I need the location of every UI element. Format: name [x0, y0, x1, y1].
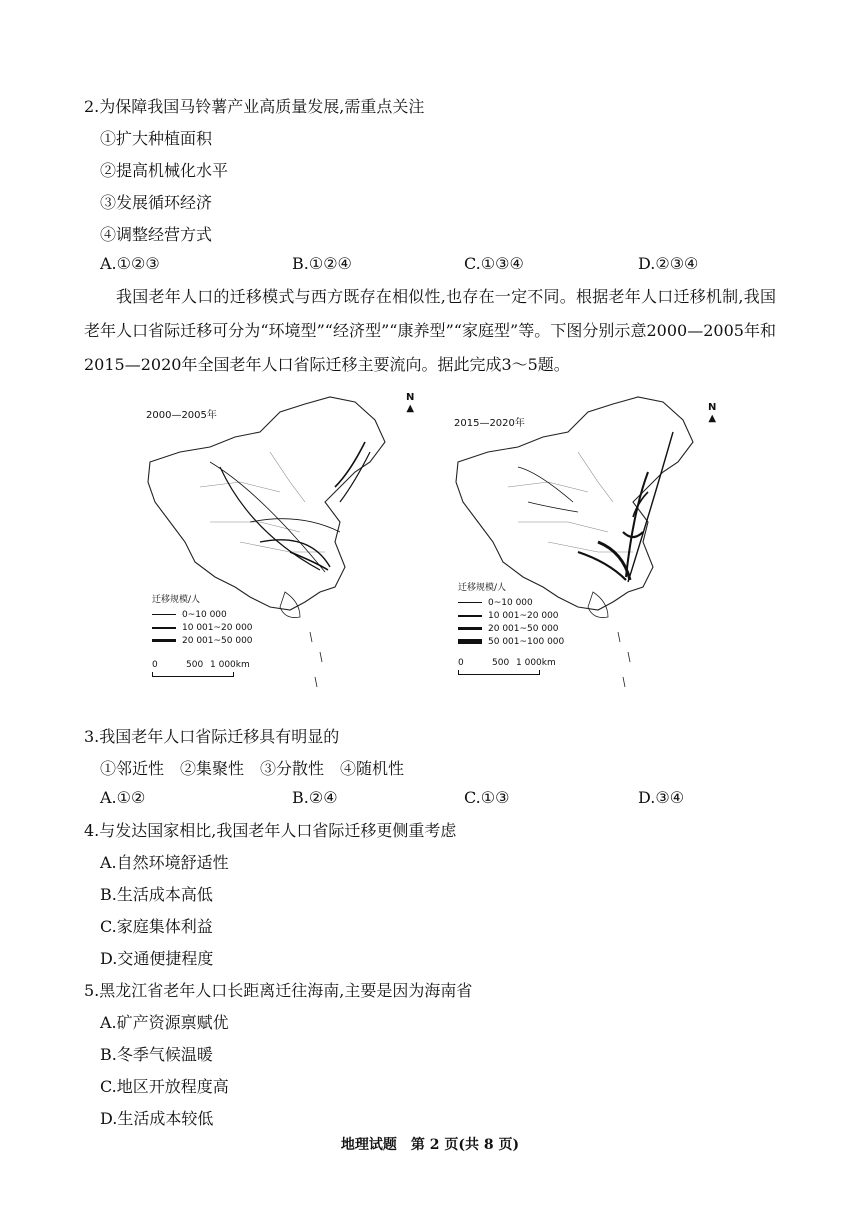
q3-option-d[interactable]: D.③④: [638, 788, 685, 807]
map-right-period: 2015—2020年: [454, 418, 525, 429]
q4-option-c[interactable]: C.家庭集体利益: [100, 917, 213, 936]
q3-option-c[interactable]: C.①③: [464, 788, 510, 807]
legend-item: 50 001~100 000: [488, 636, 565, 647]
q4-option-d[interactable]: D.交通便捷程度: [100, 949, 214, 968]
map-left-period: 2000—2005年: [146, 410, 217, 421]
legend-title: 迁移规模/人: [152, 595, 201, 605]
intro-paragraph: 我国老年人口的迁移模式与西方既存在相似性,也存在一定不同。根据老年人口迁移机制,我国老年人口省际迁移可分为“环境型”“经济型”“康养型”“家庭型”等。下图分别示意2000—2005年和2015—2020年全国老年人口省际迁移主要流向。据此完成3～5题。: [84, 287, 776, 374]
map-right-scale-bar: 0 500 1 000km: [458, 658, 568, 675]
map-2000-2005: [140, 392, 415, 692]
q5-stem: 5.黑龙江省老年人口长距离迁往海南,主要是因为海南省: [84, 981, 473, 1000]
map-2015-2020: [448, 392, 717, 692]
china-map-outline-left: [140, 392, 400, 692]
q3-stem: 3.我国老年人口省际迁移具有明显的: [84, 727, 340, 746]
q3-option-b[interactable]: B.②④: [292, 788, 338, 807]
q2-stem: 2.为保障我国马铃薯产业高质量发展,需重点关注: [84, 97, 425, 116]
q5-option-b[interactable]: B.冬季气候温暖: [100, 1045, 213, 1064]
legend-item: 20 001~50 000: [182, 635, 253, 646]
q2-option-b[interactable]: B.①②④: [292, 254, 352, 273]
q5-option-c[interactable]: C.地区开放程度高: [100, 1077, 229, 1096]
q2-item-4: ④调整经营方式: [100, 225, 213, 244]
q3-option-a[interactable]: A.①②: [100, 788, 146, 807]
north-arrow-icon: N ▲: [406, 392, 415, 414]
q2-option-d[interactable]: D.②③④: [638, 254, 699, 273]
q4-option-b[interactable]: B.生活成本高低: [100, 885, 213, 904]
map-left-legend: [152, 592, 253, 647]
q3-items: ①邻近性 ②集聚性 ③分散性 ④随机性: [100, 759, 405, 778]
legend-item: 0~10 000: [488, 597, 533, 608]
q2-option-a[interactable]: A.①②③: [100, 254, 160, 273]
q4-option-a[interactable]: A.自然环境舒适性: [100, 853, 229, 872]
q2-item-2: ②提高机械化水平: [100, 161, 229, 180]
legend-item: 0~10 000: [182, 609, 227, 620]
q2-option-c[interactable]: C.①③④: [464, 254, 524, 273]
map-left-scale-bar: 0 500 1 000km: [152, 660, 262, 677]
legend-item: 10 001~20 000: [182, 622, 253, 633]
q5-option-d[interactable]: D.生活成本较低: [100, 1109, 214, 1128]
legend-item: 10 001~20 000: [488, 610, 559, 621]
q5-option-a[interactable]: A.矿产资源禀赋优: [100, 1013, 229, 1032]
q2-item-3: ③发展循环经济: [100, 193, 213, 212]
legend-item: 20 001~50 000: [488, 623, 559, 634]
page-footer: 地理试题 第 2 页(共 8 页): [340, 1137, 520, 1153]
legend-title: 迁移规模/人: [458, 583, 507, 593]
q2-item-1: ①扩大种植面积: [100, 129, 213, 148]
north-arrow-icon: N ▲: [708, 402, 717, 424]
q4-stem: 4.与发达国家相比,我国老年人口省际迁移更侧重考虑: [84, 821, 457, 840]
map-right-legend: [458, 580, 564, 648]
